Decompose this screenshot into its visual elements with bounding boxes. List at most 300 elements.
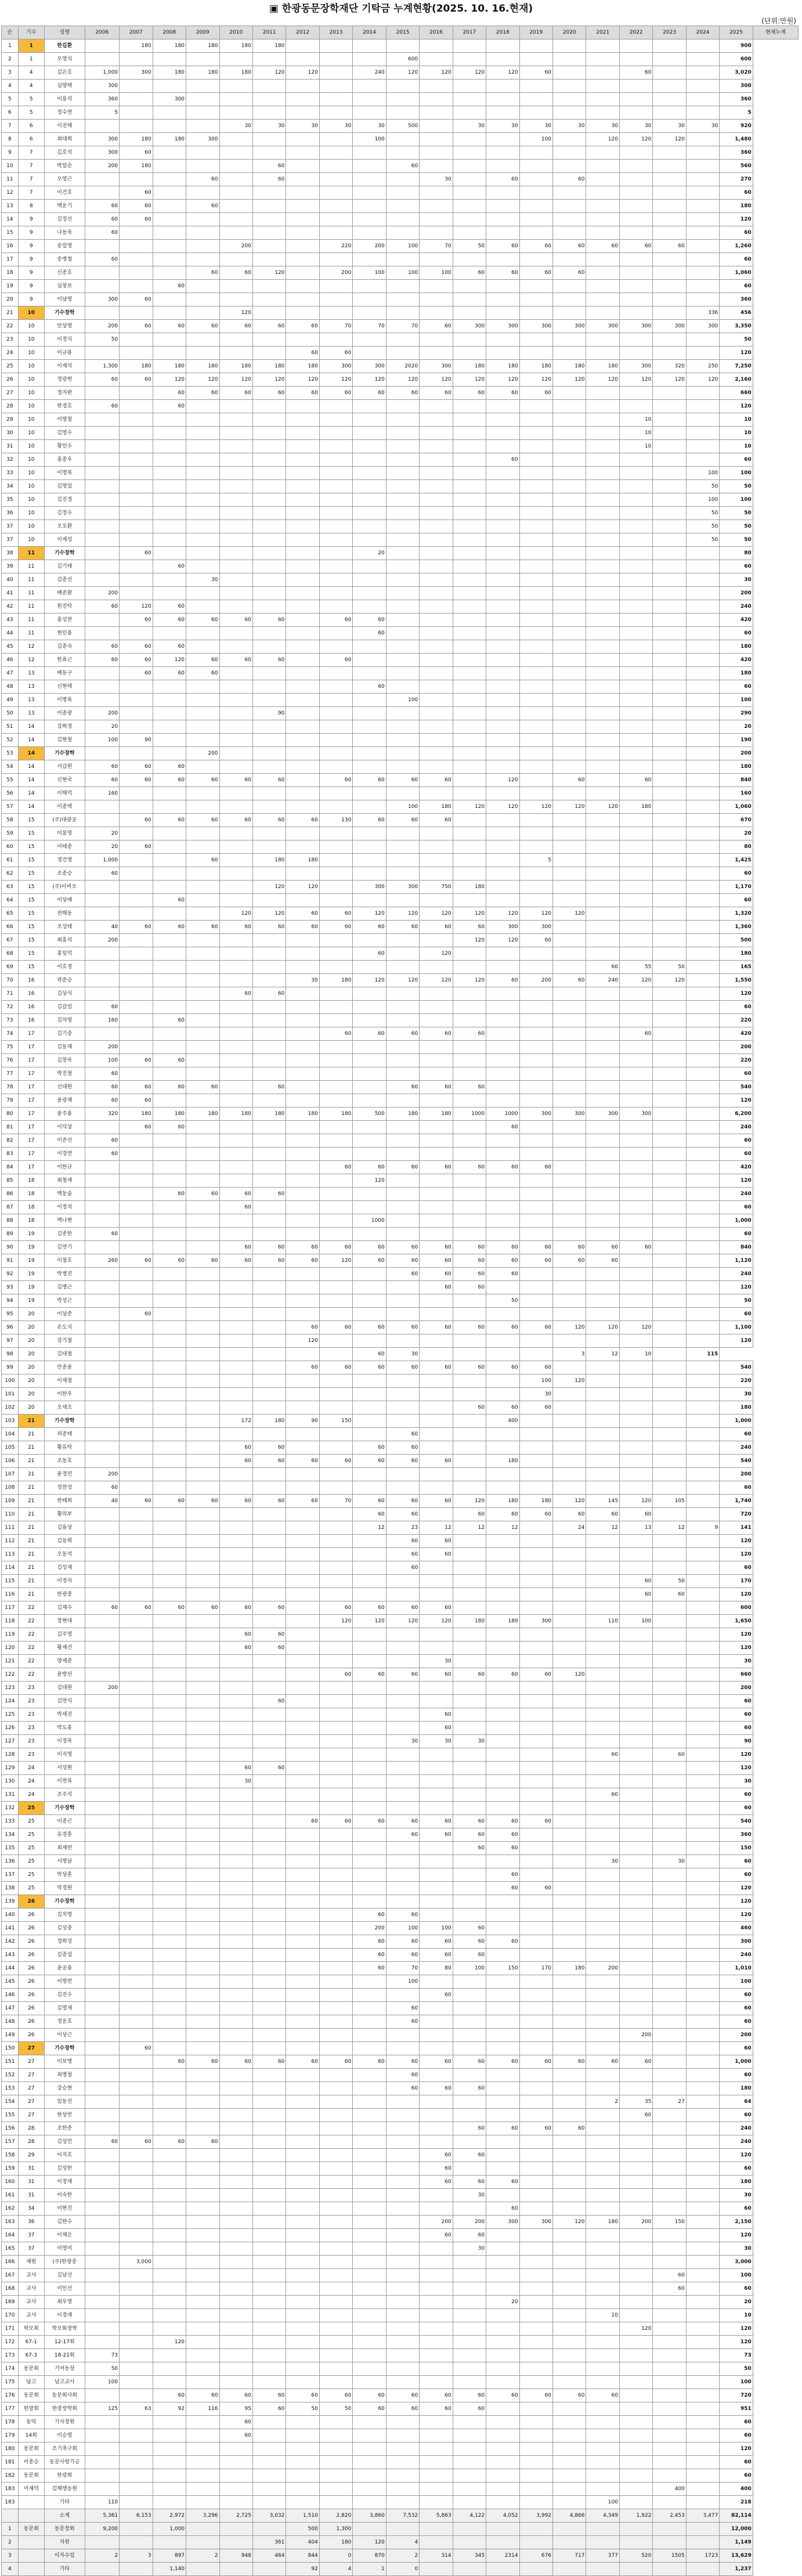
- amount-cell: [586, 467, 619, 480]
- name-cell: 홍종우: [44, 453, 85, 467]
- amount-cell: 200: [353, 240, 386, 253]
- amount-cell: [319, 1575, 352, 1588]
- amount-cell: [486, 760, 519, 774]
- generation-cell: 10: [18, 413, 44, 427]
- generation-cell: 25: [18, 1855, 44, 1868]
- amount-cell: [386, 840, 419, 854]
- amount-cell: 60: [420, 1722, 453, 1735]
- seq-cell: 145: [2, 1975, 19, 1989]
- amount-cell: [586, 1148, 619, 1161]
- amount-cell: 750: [420, 881, 453, 894]
- amount-cell: [553, 1601, 586, 1615]
- amount-cell: [353, 854, 386, 867]
- amount-cell: [186, 1962, 219, 1975]
- generation-cell: 9: [18, 293, 44, 306]
- amount-cell: [586, 533, 619, 547]
- seq-cell: 97: [2, 1334, 19, 1348]
- total-cell: 120: [720, 1535, 753, 1548]
- table-row: [2, 640, 799, 654]
- amount-cell: [420, 160, 453, 173]
- amount-cell: [252, 1428, 286, 1441]
- amount-cell: [686, 1027, 719, 1041]
- amount-cell: [319, 2216, 352, 2229]
- amount-cell: [453, 1775, 486, 1788]
- amount-cell: [153, 2456, 186, 2469]
- amount-cell: [186, 1401, 219, 1415]
- generation-cell: 24: [18, 1775, 44, 1788]
- amount-cell: [353, 1188, 386, 1201]
- amount-cell: [219, 707, 252, 720]
- seq-cell: 170: [2, 2309, 19, 2322]
- amount-cell: [319, 2122, 352, 2135]
- amount-cell: [486, 2309, 519, 2322]
- amount-cell: 3: [120, 2549, 153, 2563]
- amount-cell: [619, 1989, 652, 2002]
- amount-cell: [619, 947, 652, 961]
- generation-cell: 25: [18, 1802, 44, 1815]
- amount-cell: [186, 1695, 219, 1708]
- amount-cell: 5,361: [85, 2509, 120, 2523]
- amount-cell: [453, 1561, 486, 1575]
- name-cell: 이영철: [44, 413, 85, 427]
- amount-cell: [653, 2069, 686, 2082]
- amount-cell: [619, 2122, 652, 2135]
- name-cell: 이상근: [44, 2029, 85, 2042]
- amount-cell: [553, 2269, 586, 2282]
- amount-cell: [619, 1882, 652, 1895]
- amount-cell: 60: [619, 1575, 652, 1588]
- amount-cell: 60: [186, 266, 219, 280]
- amount-cell: [486, 2349, 519, 2362]
- amount-cell: [386, 1228, 419, 1241]
- seq-cell: 93: [2, 1281, 19, 1294]
- amount-cell: [252, 1615, 286, 1628]
- amount-cell: [486, 1374, 519, 1388]
- amount-cell: [219, 2322, 252, 2336]
- amount-cell: 60: [386, 1027, 419, 1041]
- amount-cell: [586, 1775, 619, 1788]
- generation-cell: 15: [18, 921, 44, 934]
- amount-cell: [686, 39, 719, 53]
- amount-cell: [286, 1748, 319, 1762]
- generation-cell: 16: [18, 987, 44, 1001]
- amount-cell: 120: [453, 934, 486, 947]
- amount-cell: 60: [252, 1762, 286, 1775]
- seq-cell: 79: [2, 1094, 19, 1107]
- table-row: [2, 1201, 799, 1214]
- amount-cell: [653, 1401, 686, 1415]
- amount-cell: [653, 467, 686, 480]
- amount-cell: [453, 1188, 486, 1201]
- amount-cell: 120: [286, 66, 319, 80]
- amount-cell: [319, 961, 352, 974]
- amount-cell: [252, 2002, 286, 2015]
- amount-cell: [686, 1254, 719, 1268]
- amount-cell: [353, 173, 386, 186]
- name-cell: 이영빈: [44, 1975, 85, 1989]
- amount-cell: 60: [453, 1668, 486, 1682]
- amount-cell: [386, 1802, 419, 1815]
- amount-cell: [319, 1628, 352, 1641]
- amount-cell: 60: [619, 1241, 652, 1254]
- amount-cell: 120: [453, 373, 486, 387]
- amount-cell: 60: [453, 1321, 486, 1334]
- amount-cell: [252, 493, 286, 507]
- amount-cell: [153, 2483, 186, 2496]
- table-row: [2, 934, 799, 947]
- amount-cell: [286, 493, 319, 507]
- amount-cell: [219, 1668, 252, 1682]
- total-cell: 1,120: [720, 1254, 753, 1268]
- amount-cell: [386, 2496, 419, 2509]
- total-cell: 270: [720, 173, 753, 186]
- amount-cell: [186, 1161, 219, 1174]
- amount-cell: [120, 453, 153, 467]
- amount-cell: [586, 2402, 619, 2416]
- amount-cell: 12: [586, 1521, 619, 1535]
- seq-cell: 49: [2, 694, 19, 707]
- amount-cell: [219, 560, 252, 573]
- amount-cell: [653, 2162, 686, 2175]
- amount-cell: [453, 1374, 486, 1388]
- amount-cell: [453, 1628, 486, 1641]
- amount-cell: [586, 747, 619, 760]
- amount-cell: [386, 533, 419, 547]
- name-cell: 김종숙: [44, 640, 85, 654]
- amount-cell: [120, 493, 153, 507]
- amount-cell: [653, 347, 686, 360]
- amount-cell: [686, 1588, 719, 1601]
- amount-cell: [453, 93, 486, 106]
- amount-cell: 60: [420, 1935, 453, 1949]
- amount-cell: [619, 1842, 652, 1855]
- total-cell: 120: [720, 2229, 753, 2242]
- amount-cell: 60: [453, 2122, 486, 2135]
- amount-cell: [619, 507, 652, 520]
- amount-cell: [85, 1828, 120, 1842]
- amount-cell: [319, 854, 352, 867]
- amount-cell: [252, 667, 286, 680]
- amount-cell: [153, 467, 186, 480]
- amount-cell: 60: [319, 1601, 352, 1615]
- amount-cell: 20: [85, 840, 120, 854]
- amount-cell: [686, 2002, 719, 2015]
- seq-cell: 94: [2, 1294, 19, 1308]
- amount-cell: [420, 186, 453, 200]
- amount-cell: [252, 840, 286, 854]
- amount-cell: [486, 1588, 519, 1601]
- name-cell: 백동술: [44, 1188, 85, 1201]
- amount-cell: 180: [486, 1455, 519, 1468]
- amount-cell: [653, 1174, 686, 1188]
- generation-cell: 동문회: [18, 2442, 44, 2456]
- amount-cell: [353, 507, 386, 520]
- amount-cell: [586, 1374, 619, 1388]
- table-row: [2, 1415, 799, 1428]
- amount-cell: [519, 39, 552, 53]
- amount-cell: [420, 1348, 453, 1361]
- amount-cell: [219, 1722, 252, 1735]
- amount-cell: [319, 1748, 352, 1762]
- amount-cell: [653, 1027, 686, 1041]
- amount-cell: [120, 467, 153, 480]
- table-row: [2, 2429, 799, 2442]
- amount-cell: [420, 2483, 453, 2496]
- amount-cell: [120, 2322, 153, 2336]
- amount-cell: [85, 1695, 120, 1708]
- amount-cell: [252, 1748, 286, 1762]
- amount-cell: [586, 266, 619, 280]
- name-cell: 김정수: [44, 507, 85, 520]
- amount-cell: [319, 173, 352, 186]
- amount-cell: 60: [319, 774, 352, 787]
- amount-cell: [686, 1014, 719, 1027]
- amount-cell: 60: [219, 1641, 252, 1655]
- amount-cell: [319, 1294, 352, 1308]
- amount-cell: 3,032: [252, 2509, 286, 2523]
- amount-cell: [519, 293, 552, 306]
- amount-cell: [686, 1722, 719, 1735]
- amount-cell: 60: [219, 654, 252, 667]
- amount-cell: [653, 2002, 686, 2015]
- amount-cell: [153, 734, 186, 747]
- amount-cell: [153, 2216, 186, 2229]
- amount-cell: [85, 1708, 120, 1722]
- amount-cell: 60: [453, 1281, 486, 1294]
- amount-cell: [586, 93, 619, 106]
- amount-cell: [553, 2242, 586, 2256]
- amount-cell: [686, 53, 719, 66]
- amount-cell: [319, 2095, 352, 2109]
- amount-cell: [653, 2402, 686, 2416]
- amount-cell: [553, 1027, 586, 1041]
- amount-cell: [386, 2296, 419, 2309]
- amount-cell: [85, 1748, 120, 1762]
- table-row: [2, 1895, 799, 1908]
- amount-cell: [85, 814, 120, 827]
- amount-cell: [386, 640, 419, 654]
- amount-cell: [319, 1348, 352, 1361]
- column-header: 2017: [453, 26, 486, 39]
- amount-cell: [85, 667, 120, 680]
- amount-cell: [219, 1962, 252, 1975]
- amount-cell: 60: [420, 2149, 453, 2162]
- amount-cell: [553, 734, 586, 747]
- amount-cell: [619, 627, 652, 640]
- amount-cell: [453, 680, 486, 694]
- seq-cell: 21: [2, 306, 19, 320]
- amount-cell: [619, 2082, 652, 2095]
- amount-cell: [286, 600, 319, 614]
- table-row: [2, 1922, 799, 1935]
- amount-cell: [619, 573, 652, 587]
- amount-cell: 120: [153, 2336, 186, 2349]
- amount-cell: [286, 2015, 319, 2029]
- amount-cell: [553, 881, 586, 894]
- amount-cell: 100: [386, 800, 419, 814]
- amount-cell: [153, 1388, 186, 1401]
- amount-cell: 120: [586, 800, 619, 814]
- amount-cell: [252, 1908, 286, 1922]
- amount-cell: 60: [286, 1495, 319, 1508]
- amount-cell: [286, 1481, 319, 1495]
- amount-cell: [553, 53, 586, 66]
- amount-cell: 300: [553, 320, 586, 333]
- amount-cell: [686, 1401, 719, 1415]
- amount-cell: [85, 1575, 120, 1588]
- amount-cell: [219, 1748, 252, 1762]
- amount-cell: [553, 160, 586, 173]
- amount-cell: [353, 2322, 386, 2336]
- total-cell: 360: [720, 93, 753, 106]
- amount-cell: [653, 1628, 686, 1641]
- amount-cell: [219, 2376, 252, 2389]
- amount-cell: [586, 1882, 619, 1895]
- amount-cell: [252, 734, 286, 747]
- amount-cell: 60: [386, 921, 419, 934]
- amount-cell: [252, 1321, 286, 1334]
- amount-cell: 60: [519, 1241, 552, 1254]
- amount-cell: [252, 1174, 286, 1188]
- amount-cell: 60: [553, 1254, 586, 1268]
- table-row: [2, 2296, 799, 2309]
- amount-cell: [252, 347, 286, 360]
- amount-cell: 180: [453, 360, 486, 373]
- amount-cell: [153, 253, 186, 266]
- generation-cell: [18, 2549, 44, 2563]
- amount-cell: 300: [553, 1107, 586, 1121]
- amount-cell: [553, 2135, 586, 2149]
- amount-cell: [353, 253, 386, 266]
- seq-cell: 8: [2, 133, 19, 146]
- amount-cell: [186, 1655, 219, 1668]
- amount-cell: [353, 667, 386, 680]
- amount-cell: [686, 2055, 719, 2069]
- amount-cell: [619, 734, 652, 747]
- amount-cell: 10: [619, 440, 652, 453]
- amount-cell: [319, 1121, 352, 1134]
- amount-cell: [286, 2296, 319, 2309]
- amount-cell: [586, 614, 619, 627]
- amount-cell: [519, 53, 552, 66]
- table-row: [2, 1121, 799, 1134]
- amount-cell: [286, 1134, 319, 1148]
- generation-cell: 18: [18, 1201, 44, 1214]
- amount-cell: [319, 947, 352, 961]
- amount-cell: [252, 2135, 286, 2149]
- amount-cell: [519, 774, 552, 787]
- amount-cell: [453, 961, 486, 974]
- amount-cell: [519, 93, 552, 106]
- generation-cell: 17: [18, 1041, 44, 1054]
- amount-cell: [153, 2095, 186, 2109]
- amount-cell: [186, 1014, 219, 1027]
- summary-row: [2, 2563, 799, 2576]
- amount-cell: [153, 1788, 186, 1802]
- amount-cell: [686, 1228, 719, 1241]
- amount-cell: [586, 173, 619, 186]
- amount-cell: [153, 2376, 186, 2389]
- amount-cell: [252, 2229, 286, 2242]
- amount-cell: [85, 961, 120, 974]
- amount-cell: [519, 1348, 552, 1361]
- amount-cell: [386, 507, 419, 520]
- amount-cell: 70: [319, 320, 352, 333]
- amount-cell: [219, 1535, 252, 1548]
- table-row: [2, 2162, 799, 2175]
- amount-cell: [353, 1882, 386, 1895]
- amount-cell: 30: [286, 974, 319, 987]
- amount-cell: [453, 253, 486, 266]
- seq-cell: 168: [2, 2282, 19, 2296]
- amount-cell: 60: [453, 1268, 486, 1281]
- amount-cell: [386, 2456, 419, 2469]
- amount-cell: [120, 1695, 153, 1708]
- generation-cell: 31: [18, 2162, 44, 2175]
- amount-cell: 60: [319, 1668, 352, 1682]
- total-cell: 30: [720, 2242, 753, 2256]
- amount-cell: 120: [420, 66, 453, 80]
- amount-cell: [586, 2175, 619, 2189]
- amount-cell: [519, 734, 552, 747]
- amount-cell: [486, 507, 519, 520]
- amount-cell: [619, 1655, 652, 1668]
- total-cell: 120: [720, 987, 753, 1001]
- amount-cell: [653, 1148, 686, 1161]
- amount-cell: [319, 467, 352, 480]
- column-header: 2010: [219, 26, 252, 39]
- generation-cell: 15: [18, 840, 44, 854]
- amount-cell: [120, 2109, 153, 2122]
- table-row: [2, 1241, 799, 1254]
- amount-cell: [120, 2082, 153, 2095]
- amount-cell: [420, 1041, 453, 1054]
- amount-cell: [586, 2229, 619, 2242]
- amount-cell: 60: [453, 1508, 486, 1521]
- amount-cell: [386, 2135, 419, 2149]
- amount-cell: 60: [153, 1081, 186, 1094]
- amount-cell: [153, 1748, 186, 1762]
- amount-cell: [186, 974, 219, 987]
- amount-cell: [286, 987, 319, 1001]
- amount-cell: [553, 1575, 586, 1588]
- table-row: [2, 1641, 799, 1655]
- generation-cell: [18, 2496, 44, 2509]
- amount-cell: [319, 2416, 352, 2429]
- name-cell: 이숙한: [44, 2189, 85, 2202]
- amount-cell: [453, 654, 486, 667]
- amount-cell: [653, 760, 686, 774]
- amount-cell: [219, 1655, 252, 1668]
- table-row: [2, 1188, 799, 1201]
- amount-cell: [219, 2229, 252, 2242]
- total-cell: 1,480: [720, 133, 753, 146]
- amount-cell: [420, 1575, 453, 1588]
- generation-cell: 22: [18, 1601, 44, 1615]
- generation-cell: 26: [18, 1908, 44, 1922]
- amount-cell: [519, 453, 552, 467]
- amount-cell: [453, 440, 486, 453]
- amount-cell: [319, 707, 352, 720]
- amount-cell: [553, 961, 586, 974]
- amount-cell: [586, 547, 619, 560]
- total-cell: 540: [720, 1815, 753, 1828]
- amount-cell: 60: [252, 2402, 286, 2416]
- table-row: [2, 1628, 799, 1641]
- amount-cell: [85, 1188, 120, 1201]
- name-cell: 이태종: [44, 840, 85, 854]
- amount-cell: [453, 2416, 486, 2429]
